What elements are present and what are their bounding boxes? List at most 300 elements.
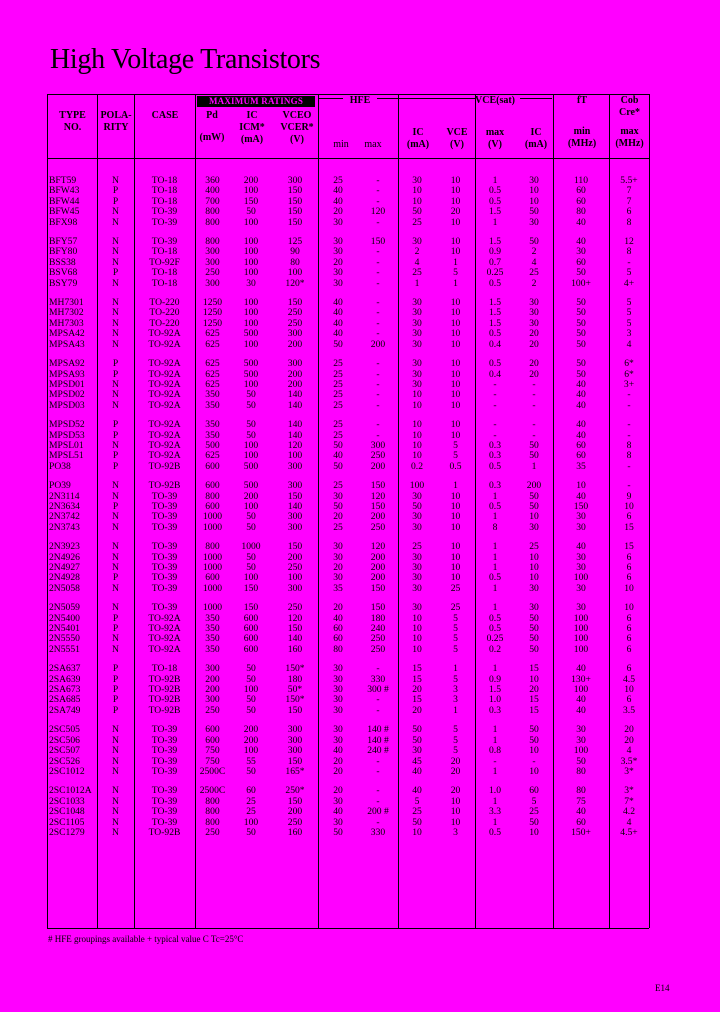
table-cell: 90: [290, 246, 300, 258]
table-cell: 15: [412, 663, 422, 675]
table-row: [47, 390, 649, 400]
table-cell: 20: [624, 734, 634, 746]
table-cell: 200: [370, 562, 386, 573]
table-cell: -: [376, 765, 380, 777]
table-cell: 30: [246, 277, 256, 289]
table-cell: 25: [529, 541, 539, 553]
table-cell: 20: [529, 684, 539, 696]
table-cell: 10: [529, 673, 539, 685]
part-number-cell: MPSA42: [49, 328, 85, 340]
table-cell: 300: [287, 480, 303, 492]
table-cell: 5: [453, 439, 458, 451]
part-number-cell: 2N3114: [49, 490, 80, 502]
table-cell: 20: [333, 511, 343, 523]
table-cell: 25: [333, 480, 343, 492]
table-cell: 30: [333, 236, 343, 248]
table-cell: N: [112, 724, 119, 736]
table-cell: 250: [287, 816, 303, 828]
table-cell: 10: [412, 826, 422, 838]
part-number-cell: MPSA92: [49, 358, 85, 370]
table-row: [47, 725, 649, 735]
table-cell: 30: [529, 602, 539, 614]
table-cell: 140: [287, 399, 303, 411]
table-cell: 100: [243, 338, 259, 350]
table-cell: 50: [246, 694, 256, 706]
table-cell: 15: [529, 704, 539, 716]
table-cell: 50: [529, 623, 539, 635]
table-row: [47, 197, 649, 207]
table-cell: -: [376, 277, 380, 289]
table-cell: N: [112, 551, 119, 563]
table-cell: 150: [287, 185, 303, 197]
table-cell: TO-92A: [148, 429, 181, 441]
table-cell: -: [493, 429, 497, 441]
table-cell: 60: [246, 785, 256, 797]
table-cell: TO-92A: [148, 399, 181, 411]
table-cell: 1: [492, 765, 498, 777]
table-cell: P: [112, 612, 119, 624]
table-cell: TO-39: [151, 541, 178, 553]
table-cell: 400: [205, 185, 220, 197]
page-number: E14: [655, 983, 670, 993]
table-row: [47, 614, 649, 624]
table-cell: 10: [450, 378, 461, 390]
table-cell: 600: [243, 623, 259, 635]
table-cell: 150: [287, 206, 303, 218]
table-cell: 50: [529, 643, 539, 655]
table-cell: N: [112, 795, 119, 807]
table-cell: 40: [333, 745, 343, 757]
table-cell: 200: [370, 511, 386, 523]
table-cell: 200: [287, 368, 303, 380]
table-cell: 1: [414, 277, 420, 289]
table-cell: 30: [576, 511, 586, 523]
part-number-cell: 2N5400: [49, 612, 80, 624]
table-cell: 6*: [624, 368, 634, 380]
table-cell: TO-39: [151, 582, 178, 594]
table-cell: 160: [287, 826, 303, 838]
table-cell: 800: [205, 490, 220, 502]
table-cell: 0.5: [489, 185, 501, 197]
table-row: [47, 279, 649, 289]
table-cell: TO-39: [151, 602, 178, 614]
part-number-cell: 2N5059: [49, 602, 80, 614]
part-number-cell: MPSD02: [49, 389, 85, 401]
part-number-cell: BFW45: [49, 206, 80, 218]
table-cell: 8: [626, 246, 632, 258]
table-cell: -: [376, 389, 380, 401]
table-cell: 7*: [624, 795, 634, 807]
table-cell: 3: [626, 328, 632, 340]
table-cell: 25: [412, 216, 422, 228]
table-cell: 20: [333, 785, 343, 797]
table-cell: 30: [412, 582, 422, 594]
table-cell: 5.5+: [620, 175, 638, 186]
table-cell: 300: [287, 511, 303, 523]
part-number-cell: 2SA685: [49, 694, 81, 706]
table-cell: -: [627, 389, 631, 401]
group-spacer: [47, 350, 649, 359]
table-cell: 12: [624, 236, 634, 248]
table-row: [47, 218, 649, 228]
table-cell: 0.5: [489, 612, 501, 624]
table-cell: 100: [243, 378, 259, 390]
table-row: [47, 512, 649, 522]
table-cell: 140 #: [367, 724, 389, 736]
table-cell: 4: [626, 816, 632, 828]
table-cell: 50: [246, 562, 256, 573]
table-cell: N: [112, 389, 119, 401]
table-cell: TO-92A: [148, 623, 181, 635]
table-cell: TO-39: [151, 795, 178, 807]
table-cell: 0.25: [486, 633, 504, 645]
table-cell: 240 #: [367, 745, 389, 757]
table-cell: 120: [287, 439, 303, 451]
table-cell: 10: [624, 684, 634, 696]
header-hfe-max: max: [364, 139, 382, 150]
table-cell: 6: [626, 694, 632, 706]
table-cell: 100: [287, 572, 303, 584]
table-cell: TO-92A: [148, 450, 181, 462]
part-number-cell: 2SA637: [49, 663, 81, 675]
table-cell: TO-39: [151, 745, 178, 757]
table-cell: 800: [205, 816, 220, 828]
table-cell: 30: [333, 795, 343, 807]
table-cell: 20: [529, 368, 539, 380]
table-cell: 30: [576, 246, 586, 258]
table-cell: 100: [573, 612, 589, 624]
table-cell: 1: [453, 704, 458, 716]
table-cell: 625: [205, 338, 220, 350]
table-cell: TO-92B: [148, 480, 181, 492]
table-cell: 10: [529, 826, 539, 838]
table-cell: TO-39: [151, 551, 178, 563]
part-number-cell: 2SC507: [49, 745, 80, 757]
table-cell: 60: [529, 785, 539, 797]
part-number-cell: 2SC1012A: [49, 785, 92, 797]
header-ft: fT min (MHz): [567, 95, 597, 149]
table-cell: 20: [624, 724, 634, 736]
table-cell: -: [532, 429, 536, 441]
table-cell: 8: [626, 216, 632, 228]
table-cell: TO-18: [151, 185, 178, 197]
part-number-cell: 2N5551: [49, 643, 80, 655]
table-cell: TO-92A: [148, 612, 181, 624]
table-cell: 1: [453, 256, 458, 268]
table-cell: 40: [576, 541, 586, 553]
table-cell: -: [376, 785, 380, 797]
table-cell: 150: [287, 704, 303, 716]
part-number-cell: 2SC1033: [49, 795, 85, 807]
table-cell: -: [376, 246, 380, 258]
table-cell: 5: [626, 267, 632, 279]
table-cell: 50*: [287, 684, 303, 696]
table-cell: 0.2: [411, 460, 423, 472]
table-cell: 30: [333, 277, 343, 289]
part-number-cell: MPSA93: [49, 368, 85, 380]
table-cell: 150: [287, 297, 303, 309]
table-cell: 5: [626, 317, 632, 329]
table-cell: 25: [450, 582, 461, 594]
table-cell: 10: [450, 328, 461, 340]
table-row: [47, 675, 649, 685]
table-cell: 200: [243, 724, 259, 736]
table-cell: 30: [333, 267, 343, 279]
table-cell: TO-92A: [148, 328, 181, 340]
table-cell: TO-39: [151, 236, 178, 248]
table-cell: 6: [626, 511, 632, 523]
table-cell: 200: [370, 338, 386, 350]
table-cell: 15: [529, 694, 539, 706]
table-cell: 200: [526, 480, 542, 492]
table-cell: 250: [287, 602, 303, 614]
part-number-cell: BFW43: [49, 185, 80, 197]
table-cell: 3: [453, 694, 458, 706]
table-cell: 1.5: [489, 206, 501, 218]
table-cell: 6: [626, 206, 632, 218]
table-cell: -: [376, 297, 380, 309]
table-cell: 50: [246, 419, 256, 431]
table-cell: 10: [450, 338, 461, 350]
table-cell: 20: [333, 765, 343, 777]
table-row: [47, 340, 649, 350]
table-cell: 125: [287, 236, 303, 248]
table-cell: -: [376, 267, 380, 279]
part-number-cell: BFY57: [49, 236, 78, 248]
table-cell: 30: [529, 521, 539, 533]
table-cell: TO-18: [151, 663, 178, 675]
table-cell: P: [112, 267, 119, 279]
table-cell: -: [376, 195, 380, 207]
table-cell: N: [112, 297, 119, 309]
table-row: [47, 298, 649, 308]
table-cell: P: [112, 358, 119, 370]
table-cell: 1: [492, 734, 498, 746]
table-cell: 150: [370, 236, 386, 248]
table-cell: 0.9: [489, 246, 501, 258]
table-cell: 1: [492, 551, 498, 563]
table-cell: 8: [492, 521, 498, 533]
table-cell: TO-92A: [148, 338, 181, 350]
group-spacer: [47, 472, 649, 481]
table-cell: 20: [333, 602, 343, 614]
table-cell: 100: [243, 256, 259, 268]
table-cell: 500: [243, 368, 259, 380]
table-cell: TO-92A: [148, 389, 181, 401]
transistor-table: [47, 176, 649, 838]
table-cell: 50: [412, 724, 422, 736]
table-cell: 100: [409, 480, 425, 492]
table-cell: 300: [205, 277, 220, 289]
table-cell: 300: [205, 694, 220, 706]
table-cell: TO-39: [151, 755, 178, 767]
table-cell: 25: [450, 602, 461, 614]
table-cell: 350: [205, 429, 220, 441]
table-cell: 25: [412, 541, 422, 553]
table-cell: 600: [243, 633, 259, 645]
part-number-cell: BSY79: [49, 277, 78, 289]
table-cell: 300: [287, 745, 303, 757]
table-cell: 30: [412, 317, 422, 329]
table-cell: N: [112, 511, 119, 523]
table-cell: 200: [287, 338, 303, 350]
table-cell: 1: [492, 582, 498, 594]
part-number-cell: BFW44: [49, 195, 80, 207]
table-cell: 10: [450, 246, 461, 258]
table-cell: 100: [243, 216, 259, 228]
table-cell: 100: [287, 450, 303, 462]
table-cell: 50: [246, 399, 256, 411]
part-number-cell: PO38: [49, 460, 71, 472]
table-cell: 600: [205, 500, 220, 512]
table-cell: -: [627, 480, 631, 492]
table-cell: 50: [576, 358, 586, 370]
table-cell: -: [376, 663, 380, 675]
table-cell: 250: [370, 643, 386, 655]
table-cell: 50: [576, 328, 586, 340]
part-number-cell: 2SC1105: [49, 816, 85, 828]
table-cell: 10: [450, 389, 461, 401]
table-cell: P: [112, 368, 119, 380]
table-cell: TO-92F: [149, 256, 180, 268]
table-cell: 40: [576, 429, 586, 441]
table-cell: 30: [412, 297, 422, 309]
table-cell: -: [627, 399, 631, 411]
table-cell: N: [112, 602, 119, 614]
table-cell: 300: [205, 663, 220, 675]
table-cell: 0.3: [489, 439, 501, 451]
table-cell: 50: [246, 521, 256, 533]
table-cell: 10: [576, 480, 586, 492]
table-cell: -: [376, 755, 380, 767]
table-cell: 250*: [285, 785, 305, 797]
part-number-cell: PO39: [49, 480, 71, 492]
table-row: [47, 786, 649, 796]
table-row: [47, 746, 649, 756]
table-cell: 10: [529, 551, 539, 563]
table-cell: 4.5+: [620, 826, 638, 838]
table-cell: 625: [205, 368, 220, 380]
table-cell: 10: [450, 216, 461, 228]
part-number-cell: MPSD52: [49, 419, 85, 431]
table-cell: 150: [287, 755, 303, 767]
part-number-cell: MPSD01: [49, 378, 85, 390]
table-cell: 5: [626, 297, 632, 309]
part-number-cell: MPSD03: [49, 399, 85, 411]
table-cell: 10: [412, 419, 422, 431]
table-cell: 50: [529, 816, 539, 828]
table-cell: 20: [529, 328, 539, 340]
table-cell: 1: [453, 277, 458, 289]
part-number-cell: 2SC1048: [49, 806, 85, 818]
table-cell: 1250: [202, 317, 223, 329]
table-cell: 30: [412, 338, 422, 350]
table-cell: 300: [205, 256, 220, 268]
table-cell: -: [493, 419, 497, 431]
table-cell: 80: [576, 206, 586, 218]
table-cell: 10: [450, 551, 461, 563]
group-spacer: [47, 533, 649, 542]
part-number-cell: 2N4928: [49, 572, 80, 584]
table-row: [47, 329, 649, 339]
table-cell: 6: [626, 663, 632, 675]
table-cell: 140: [287, 419, 303, 431]
table-cell: 25: [333, 429, 343, 441]
table-cell: 5: [414, 795, 420, 807]
table-row: [47, 757, 649, 767]
table-cell: 5: [453, 623, 458, 635]
table-cell: 100: [243, 450, 259, 462]
table-cell: 30: [412, 236, 422, 248]
table-cell: 0.5: [489, 623, 501, 635]
table-cell: 10: [529, 511, 539, 523]
table-cell: P: [112, 419, 119, 431]
footnote: # HFE groupings available + typical value C Tc=25°C: [48, 934, 244, 944]
table-cell: 250: [370, 633, 386, 645]
table-cell: N: [112, 826, 119, 838]
table-cell: 30: [333, 724, 343, 736]
table-cell: 25: [333, 358, 343, 370]
table-cell: 40: [576, 378, 586, 390]
table-cell: 100: [243, 246, 259, 258]
header-polarity: POLA- RITY: [100, 110, 132, 133]
table-cell: 0.2: [489, 643, 501, 655]
table-cell: 500: [243, 460, 259, 472]
table-cell: 100: [243, 185, 259, 197]
table-cell: 0.3: [489, 450, 501, 462]
table-cell: 150: [243, 602, 259, 614]
table-cell: 30: [412, 490, 422, 502]
table-cell: 40: [576, 490, 586, 502]
part-number-cell: MH7301: [49, 297, 84, 309]
table-cell: -: [376, 175, 380, 186]
part-number-cell: MH7303: [49, 317, 84, 329]
table-cell: 20: [450, 785, 461, 797]
table-cell: 10: [412, 429, 422, 441]
part-number-cell: 2N3743: [49, 521, 80, 533]
table-cell: N: [112, 277, 119, 289]
table-cell: 10: [450, 419, 461, 431]
table-cell: 300: [287, 358, 303, 370]
table-cell: N: [112, 338, 119, 350]
table-cell: 625: [205, 378, 220, 390]
table-cell: 50: [576, 307, 586, 319]
table-cell: 50: [333, 460, 343, 472]
table-cell: 60: [576, 256, 586, 268]
table-cell: N: [112, 236, 119, 248]
table-cell: 350: [205, 643, 220, 655]
table-cell: N: [112, 256, 119, 268]
table-cell: 30: [412, 378, 422, 390]
table-cell: TO-18: [151, 246, 178, 258]
table-cell: 100: [243, 439, 259, 451]
table-cell: 6: [626, 623, 632, 635]
table-cell: 30: [333, 572, 343, 584]
table-row: [47, 431, 649, 441]
table-cell: 80: [290, 256, 300, 268]
table-cell: 40: [576, 389, 586, 401]
table-cell: 20: [333, 256, 343, 268]
table-cell: -: [376, 429, 380, 441]
table-cell: 250: [205, 704, 220, 716]
table-cell: 300 #: [367, 684, 389, 696]
table-cell: 10: [412, 450, 422, 462]
table-cell: 120: [370, 490, 386, 502]
table-cell: 350: [205, 623, 220, 635]
table-cell: 75: [576, 795, 586, 807]
table-cell: 35: [333, 582, 343, 594]
table-cell: 1: [531, 460, 537, 472]
